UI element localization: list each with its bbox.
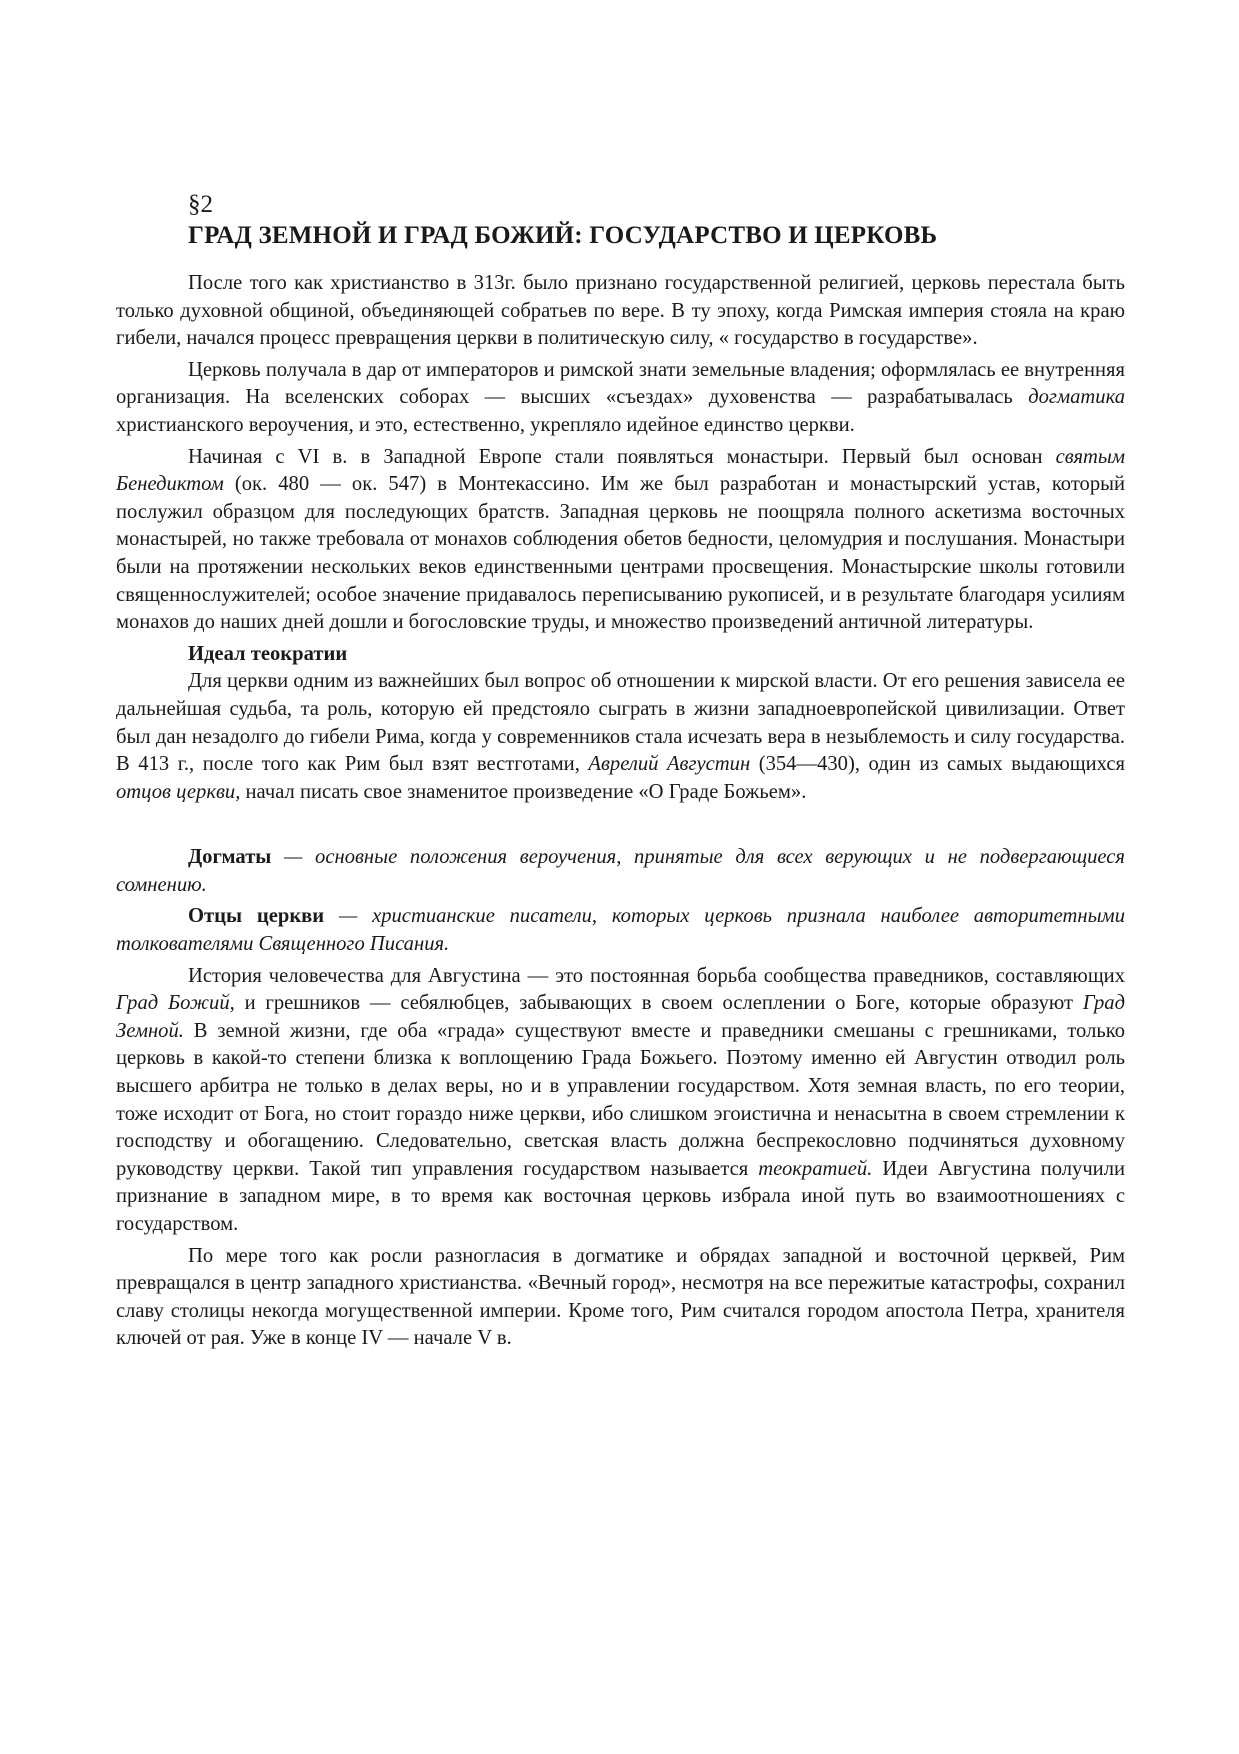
paragraph-1: После того как христианство в 313г. было признано государственной религией, церковь перестала быть только духовной общиной, объединяющей собратьев по вере. В ту эпоху, когда Римская империя стояла на краю гибели, начался процесс превращения церкви в политическую силу, « государство в государстве». — [116, 272, 1125, 350]
chapter-title: ГРАД ЗЕМНОЙ И ГРАД БОЖИЙ: ГОСУДАРСТВО И ЦЕРКОВЬ — [188, 222, 938, 249]
spacer — [116, 810, 1125, 844]
document-page — [116, 190, 1125, 1357]
definition-term: Отцы церкви — [188, 905, 325, 928]
definition-dogmas — [116, 844, 1125, 899]
definition-church-fathers — [116, 903, 1125, 958]
term-dogmatics: догматика — [1028, 386, 1125, 409]
paragraph-6: По мере того как росли разногласия в догматике и обрядах западной и восточной церквей, Рим превращался в центр западного христианства. «Вечный город», несмотря на все пережитые катастрофы, сохранил славу столицы некогда могущественной империи. Кроме того, Рим считался городом апостола Петра, хранителя ключей от рая. Уже в конце IV — начале V в. — [116, 1244, 1125, 1350]
term-city-of-god: Град Божий, — [116, 992, 235, 1015]
paragraph-3: Начиная с VI в. в Западной Европе стали появляться монастыри. Первый был основан святым Бенедиктом (ок. 480 — ок. 547) в Монтекассино. Им же был разработан и монастырский устав, который послужил образцом для последующих братств. Западная церковь не поощряла полного аскетизма восточных монастырей, но также требовала от монахов соблюдения обетов бедности, целомудрия и послушания. Монастыри были на протяжении нескольких веков единственными центрами просвещения. Монастырские школы готовили священнослужителей; особое значение придавалось переписыванию рукописей, и в результате благодаря усилиям монахов до наших дней дошли и богословские труды, и множество произведений античной литературы. — [116, 445, 1125, 634]
definition-text: — христианские писатели, которых церковь признала наиболее авторитетными толкователями Священного Писания. — [116, 905, 1125, 956]
definition-text: — основные положения вероучения, принятые для всех верующих и не подвергающиеся сомнению. — [116, 846, 1125, 896]
paragraph-5: История человечества для Августина — это постоянная борьба сообщества праведников, составляющих Град Божий, и грешников — себялюбцев, забывающих в своем ослеплении о Боге, которые образуют Град Земной. В земной жизни, где оба «града» существуют вместе и праведники смешаны с грешниками, только церковь в какой-то степени близка к воплощению Града Божьего. Поэтому именно ей Августин отводил роль высшего арбитра не только в делах веры, но и в управлении государством. Хотя земная власть, по его теории, тоже исходит от Бога, но стоит гораздо ниже церкви, ибо слишком эгоистична и ненасытна в своем стремлении к господству и обогащению. Следовательно, светская власть должна беспрекословно подчиняться духовному руководству церкви. Такой тип управления государством называется теократией. Идеи Августина получили признание в западном мире, в то время как восточная церковь избрала иной путь во взаимоотношениях с государством. — [116, 964, 1125, 1235]
paragraph-2: Церковь получала в дар от императоров и римской знати земельные владения; оформлялась ее внутренняя организация. На вселенских соборах — высших «съездах» духовенства — разрабатывалась догматика христианского вероучения, и это, естественно, укрепляло идейное единство церкви. — [116, 358, 1125, 436]
name-augustine: Аврелий Августин — [588, 753, 751, 776]
definition-term: Догматы — [188, 846, 272, 869]
term-church-fathers: отцов церкви, — [116, 780, 241, 803]
paragraph-4: Для церкви одним из важнейших был вопрос об отношении к мирской власти. От его решения зависела ее дальнейшая судьба, та роль, которую ей предстояло сыграть в жизни западноевропейской цивилизации. Ответ был дан незадолго до гибели Рима, когда у современников стала исчезать вера в незыблемость и силу государства. В 413 г., после того как Рим был взят вестготами, Аврелий Августин (354—430), один из самых выдающихся отцов церкви, начал писать свое знаменитое произведение «О Граде Божьем». — [116, 670, 1126, 803]
subheading: Идеал теократии — [188, 642, 348, 665]
name-benedict: святым Бенедиктом — [116, 445, 1125, 496]
term-theocracy: теократией. — [758, 1157, 873, 1180]
section-number: §2 — [188, 191, 213, 218]
term-earthly-city: Град Земной. — [116, 992, 1125, 1042]
